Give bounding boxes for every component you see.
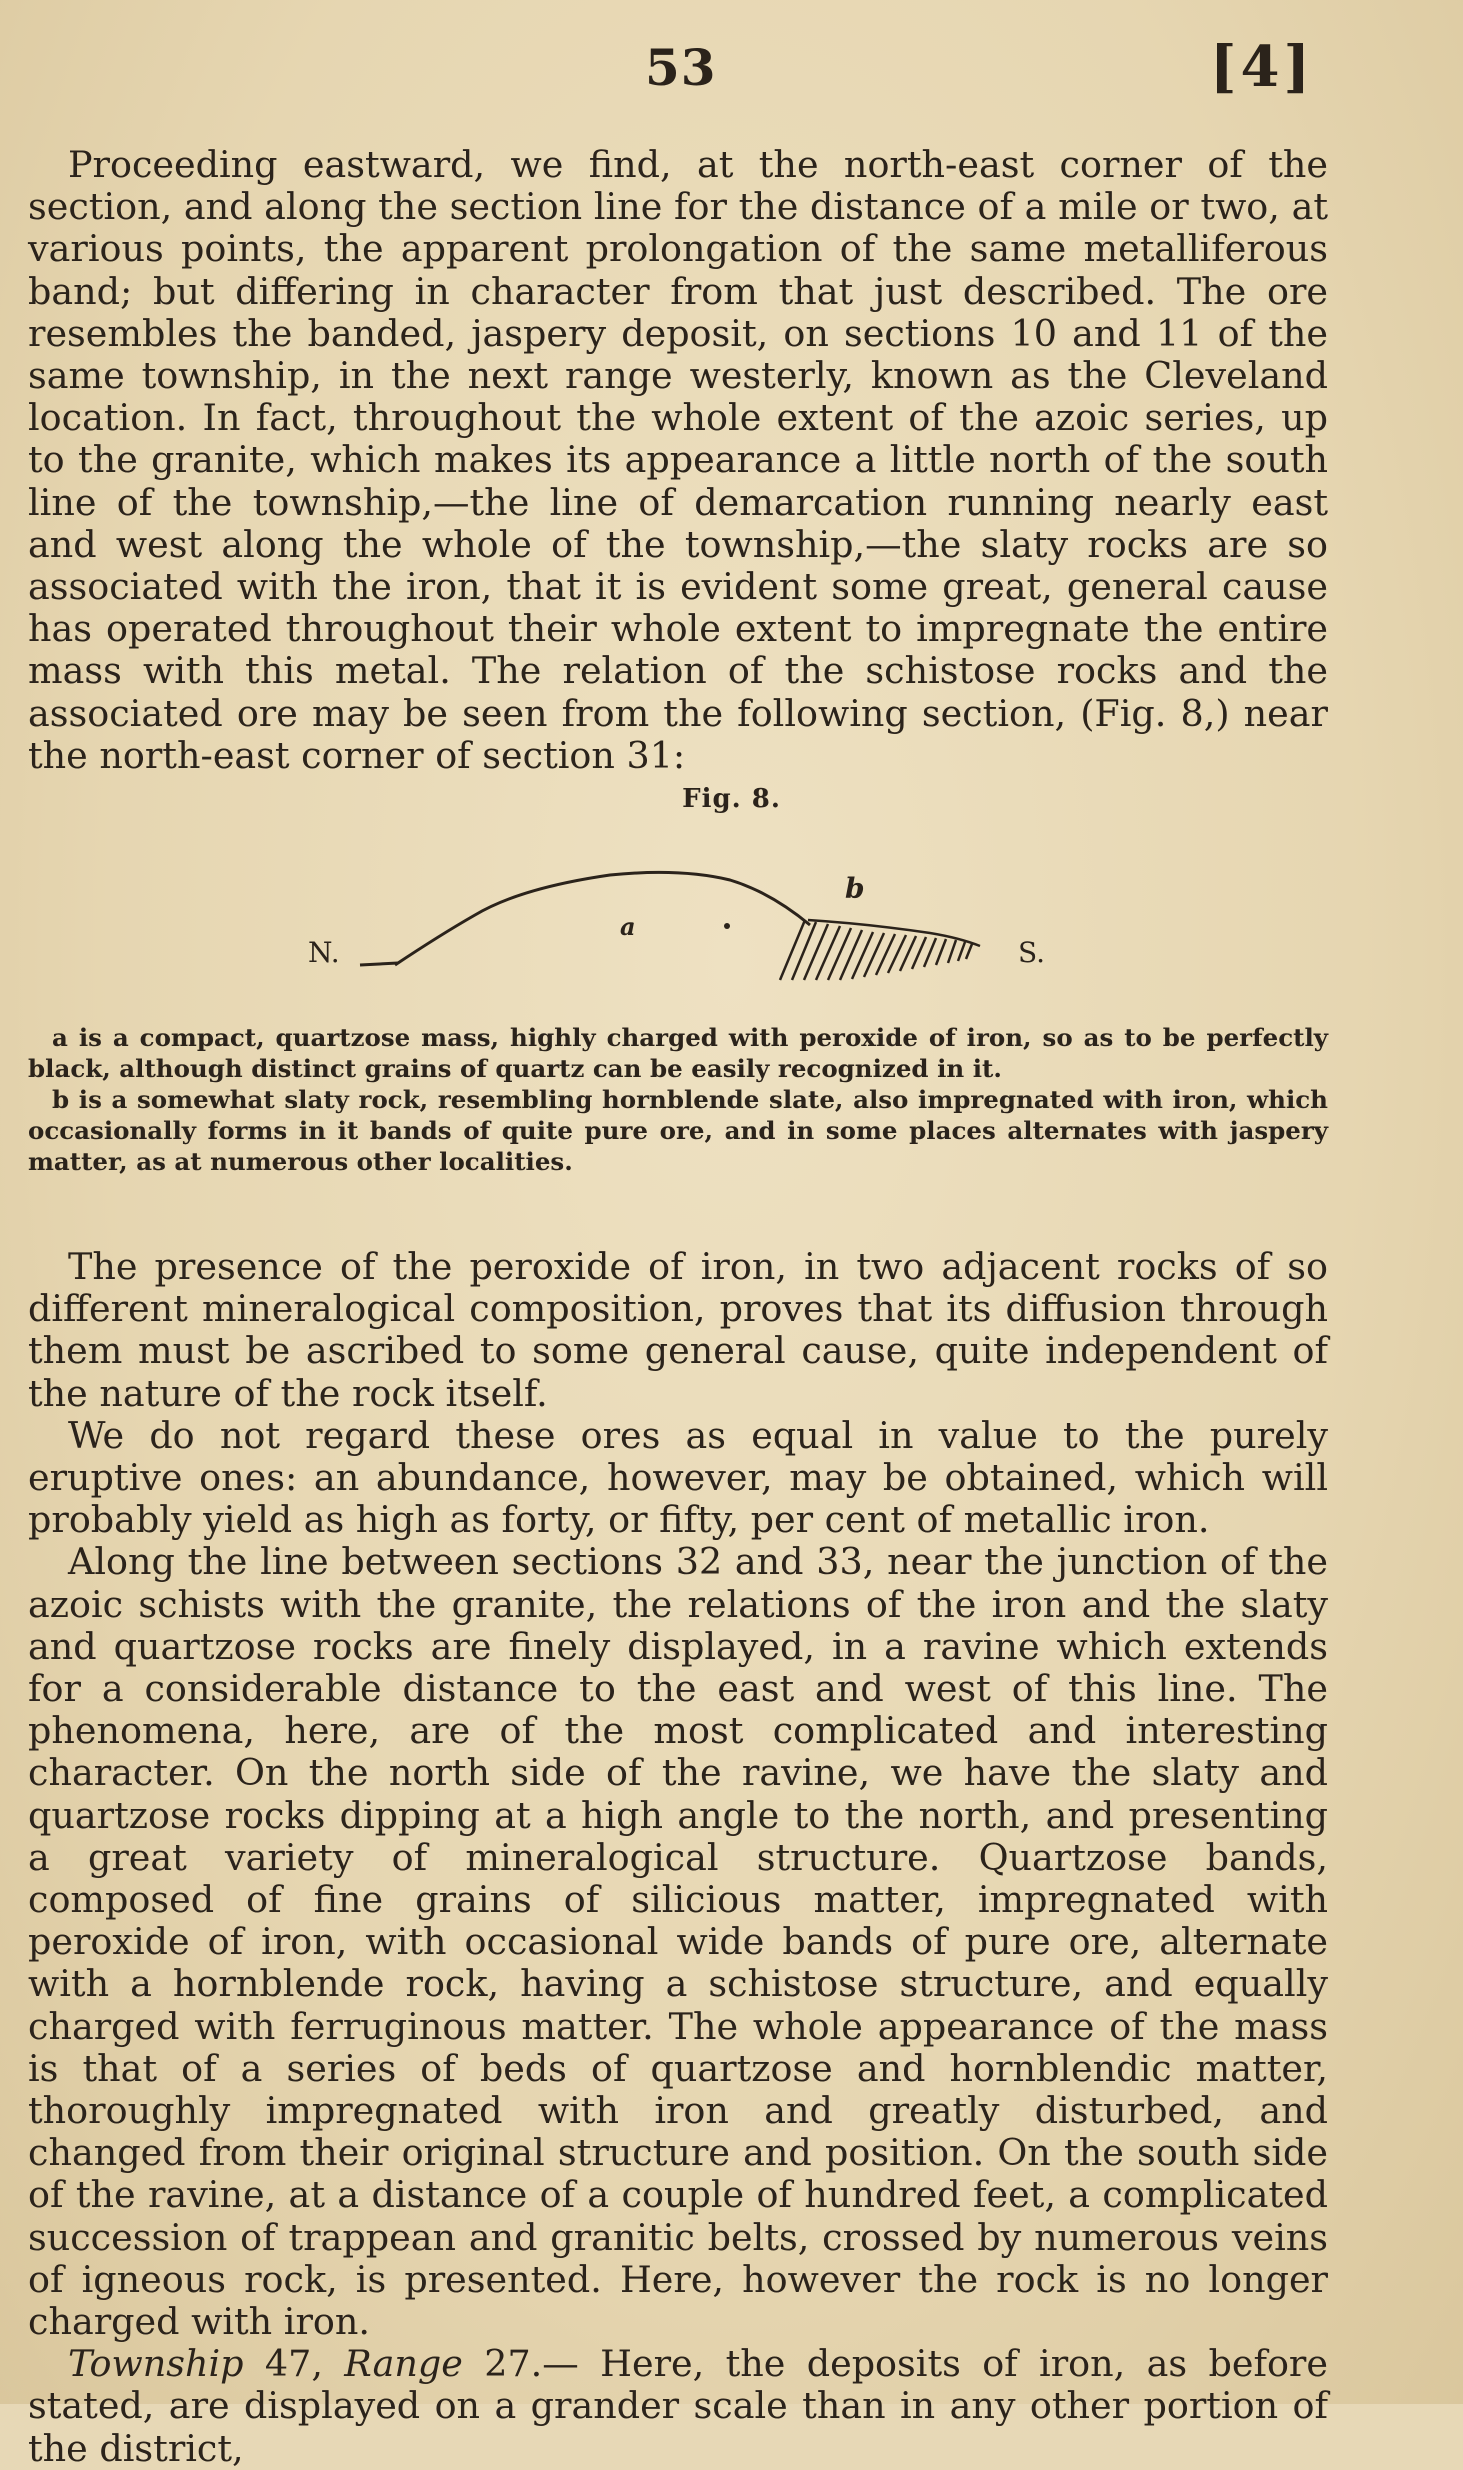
- range-label: Range: [344, 2342, 463, 2386]
- body-text-top: [28, 144, 1328, 777]
- label-b: b: [845, 872, 865, 905]
- label-a: a: [620, 912, 636, 941]
- caption-a: a is a compact, quartzose mass, highly charged with peroxide of iron, so as to be perfectly black, although distinct grains of quartz can be easily recognized in it.: [28, 1023, 1328, 1083]
- paragraph: Proceeding eastward, we find, at the north-east corner of the section, and along the section line for the distance of a mile or two, at various points, the apparent prolongation of the same metalliferous band; but differing in character from that just described. The ore resembles the banded, jaspery deposit, on sections 10 and 11 of the same township, in the next range westerly, known as the Cleveland location. In fact, throughout the whole extent of the azoic series, up to the granite, which makes its appearance a little north of the south line of the township,—the line of demarcation running nearly east and west along the whole of the township,—the slaty rocks are so associated with the iron, that it is evident some great, general cause has operated throughout their whole extent to impregnate the entire mass with this metal. The relation of the schistose rocks and the associated ore may be seen from the following section, (Fig. 8,) near the north-east corner of section 31:: [28, 143, 1328, 777]
- slate-b-hatching: [780, 920, 972, 980]
- caption-b: b is a somewhat slaty rock, resembling hornblende slate, also impregnated with iron, which occasionally forms in it bands of quite pure ore, and in some places alternates with jaspery matter, as at numerous other localities.: [28, 1085, 1328, 1176]
- figure-caption: [28, 1022, 1328, 1177]
- body-text-bottom: [28, 1246, 1328, 2470]
- paragraph: The presence of the peroxide of iron, in two adjacent rocks of so different mineralogical composition, proves that its diffusion through them must be ascribed to some general cause, quite independent of the nature of the rock itself.: [28, 1245, 1328, 1415]
- figure-title: Fig. 8.: [682, 784, 781, 814]
- cross-section-diagram: [290, 840, 1070, 990]
- township-label: Township: [68, 2342, 244, 2386]
- paragraph: Along the line between sections 32 and 33, near the junction of the azoic schists with the granite, the relations of the iron and the slaty and quartzose rocks are finely displayed, in a ravine which extends for a considerable distance to the east and west of this line. The phenomena, here, are of the most complicated and interesting character. On the north side of the ravine, we have the slaty and quartzose rocks dipping at a high angle to the north, and presenting a great variety of mineralogical structure. Quartzose bands, composed of fine grains of silicious matter, impregnated with peroxide of iron, with occasional wide bands of pure ore, alternate with a hornblende rock, having a schistose structure, and equally charged with ferruginous matter. The whole appearance of the mass is that of a series of beds of quartzose and hornblendic matter, thoroughly impregnated with iron and greatly disturbed, and changed from their original structure and position. On the south side of the ravine, at a distance of a couple of hundred feet, a complicated succession of trappean and granitic belts, crossed by numerous veins of igneous rock, is presented. Here, however the rock is no longer charged with iron.: [28, 1540, 1328, 2344]
- dot-mark: [724, 923, 730, 929]
- township-number: 47,: [243, 2342, 345, 2386]
- mass-a-base-tick: [360, 963, 398, 965]
- page-number: 53: [645, 38, 717, 97]
- township-text: 27.— Here, the deposits of iron, as before stated, are displayed on a grander scale than in any other portion of the district,: [28, 2342, 1328, 2470]
- paragraph-township: [28, 2343, 1328, 2470]
- mass-a-outline: [395, 872, 810, 965]
- label-north: N.: [308, 936, 340, 969]
- label-south: S.: [1018, 936, 1046, 969]
- document-marker: [4]: [1210, 34, 1314, 100]
- paragraph: We do not regard these ores as equal in value to the purely eruptive ones: an abundance, however, may be obtained, which will probably yield as high as forty, or fifty, per cent of metallic iron.: [28, 1413, 1328, 1542]
